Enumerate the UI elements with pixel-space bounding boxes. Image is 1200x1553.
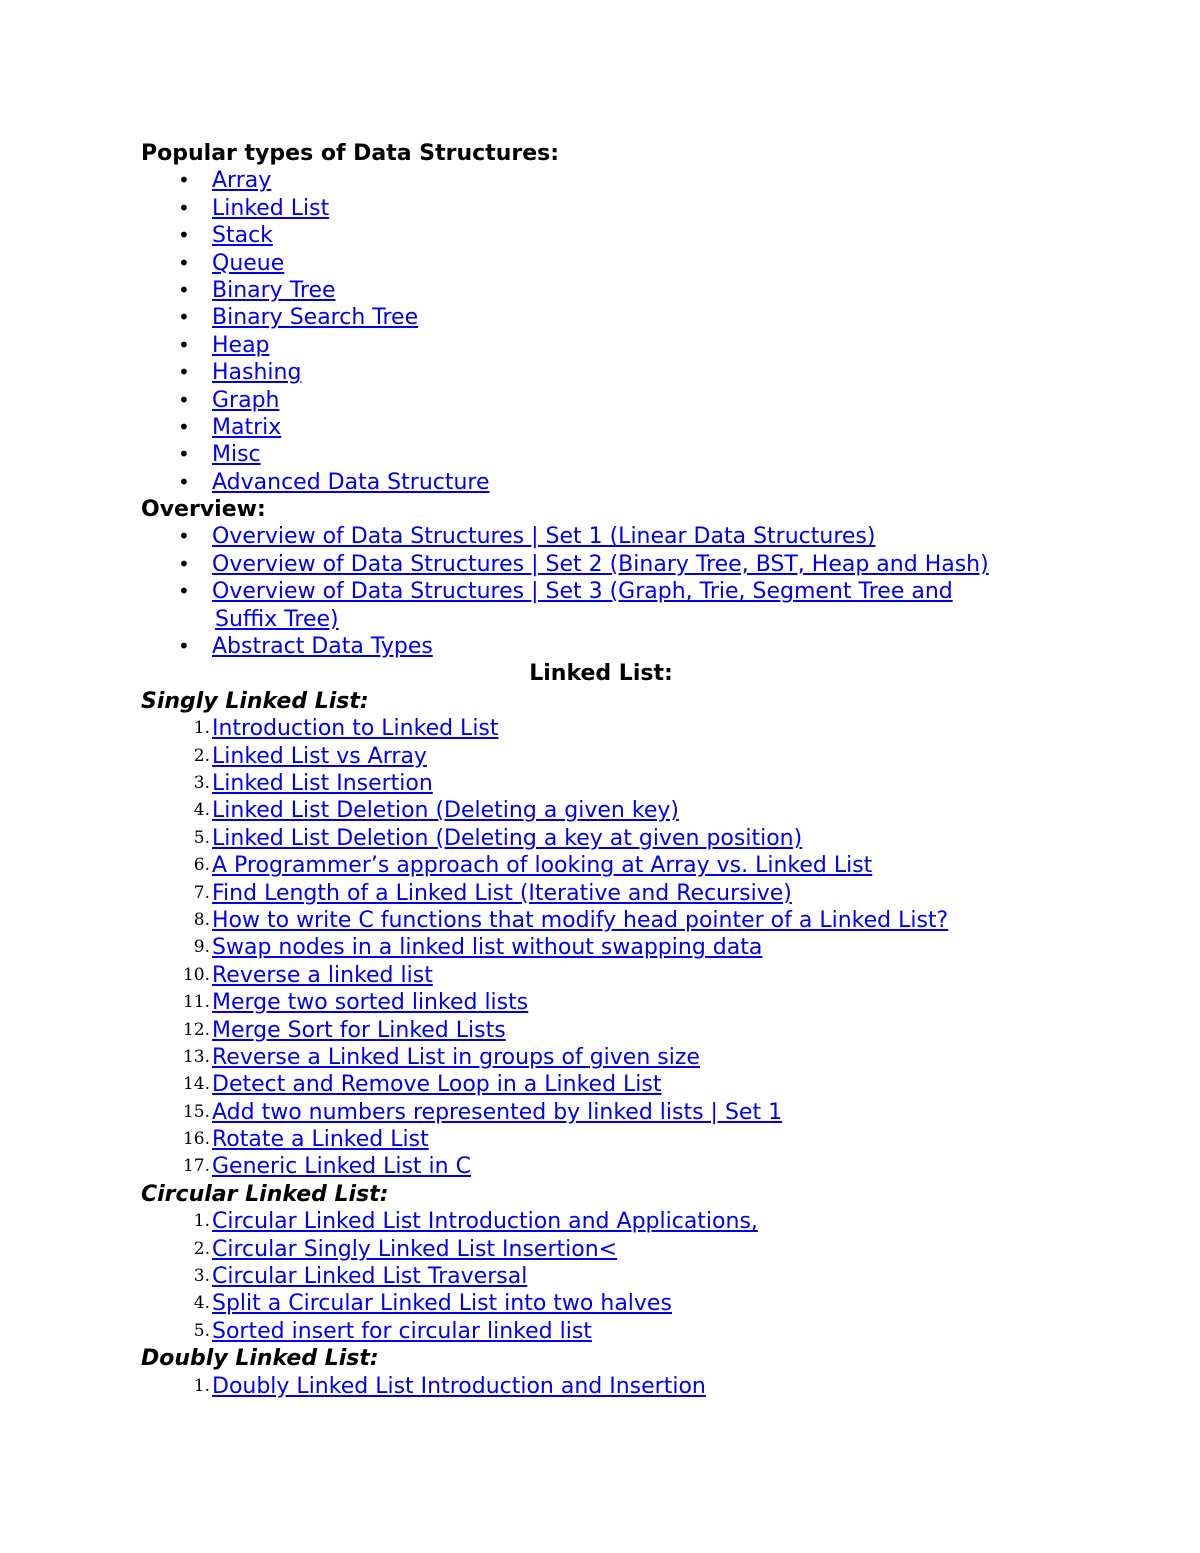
- list-item: [141, 633, 1061, 660]
- bullet-marker: •: [178, 634, 190, 659]
- topic-link[interactable]: Rotate a Linked List: [212, 1127, 429, 1153]
- list-item: [141, 852, 1061, 879]
- topic-link[interactable]: Circular Singly Linked List Insertion<: [212, 1236, 618, 1262]
- topic-link[interactable]: Reverse a Linked List in groups of given size: [212, 1044, 700, 1070]
- bullet-marker: •: [178, 442, 190, 467]
- list-item: [141, 277, 1061, 304]
- circular-list: [141, 1208, 1061, 1345]
- list-item: [141, 551, 1061, 578]
- list-item: [141, 1071, 1061, 1098]
- list-item: [141, 167, 1061, 194]
- topic-link[interactable]: Binary Search Tree: [212, 305, 419, 331]
- overview-link[interactable]: Suffix Tree): [215, 606, 339, 632]
- topic-link[interactable]: Linked List Insertion: [212, 770, 433, 796]
- list-item: [141, 880, 1061, 907]
- bullet-marker: •: [178, 414, 190, 439]
- bullet-marker: •: [178, 387, 190, 412]
- topic-link[interactable]: Merge Sort for Linked Lists: [212, 1017, 506, 1043]
- list-number: 2.: [193, 745, 210, 766]
- list-item: [141, 770, 1061, 797]
- topic-link[interactable]: Generic Linked List in C: [212, 1154, 471, 1180]
- list-number: 2.: [193, 1238, 210, 1259]
- topic-link[interactable]: Linked List vs Array: [212, 743, 427, 769]
- list-item: [141, 1236, 1061, 1263]
- list-item: [141, 1290, 1061, 1317]
- list-number: 5.: [193, 827, 210, 848]
- bullet-marker: •: [178, 305, 190, 330]
- doubly-heading: Doubly Linked List:: [141, 1346, 379, 1372]
- list-item: [141, 934, 1061, 961]
- list-number: 12.: [182, 1019, 210, 1040]
- bullet-marker: •: [178, 524, 190, 549]
- list-number: 4.: [193, 1293, 210, 1314]
- list-item-continuation: [141, 606, 1061, 633]
- topic-link[interactable]: Linked List Deletion (Deleting a key at given position): [212, 825, 803, 851]
- singly-list: [141, 715, 1061, 1181]
- list-number: 8.: [193, 909, 210, 930]
- doubly-list: [141, 1373, 1061, 1400]
- list-item: [141, 332, 1061, 359]
- list-number: 1.: [193, 718, 210, 739]
- document-page: [141, 140, 1061, 1400]
- topic-link[interactable]: Misc: [212, 442, 261, 468]
- topic-link[interactable]: Binary Tree: [212, 277, 336, 303]
- list-item: [141, 1318, 1061, 1345]
- list-item: [141, 907, 1061, 934]
- topic-link[interactable]: Queue: [212, 250, 285, 276]
- list-item: [141, 1153, 1061, 1180]
- bullet-marker: •: [178, 579, 190, 604]
- topic-link[interactable]: Reverse a linked list: [212, 962, 433, 988]
- list-item: [141, 1017, 1061, 1044]
- list-number: 5.: [193, 1320, 210, 1341]
- circular-heading: Circular Linked List:: [141, 1181, 389, 1207]
- list-number: 3.: [193, 1266, 210, 1287]
- topic-link[interactable]: Heap: [212, 332, 270, 358]
- topic-link[interactable]: Graph: [212, 387, 280, 413]
- list-item: [141, 578, 1061, 605]
- linked-list-title: Linked List:: [529, 661, 673, 687]
- list-number: 1.: [193, 1375, 210, 1396]
- topic-link[interactable]: Matrix: [212, 414, 282, 440]
- overview-list: [141, 523, 1061, 660]
- bullet-marker: •: [178, 195, 190, 220]
- list-item: [141, 359, 1061, 386]
- list-item: [141, 1044, 1061, 1071]
- list-item: [141, 523, 1061, 550]
- list-number: 6.: [193, 855, 210, 876]
- list-number: 16.: [182, 1129, 210, 1150]
- list-number: 17.: [182, 1156, 210, 1177]
- list-item: [141, 962, 1061, 989]
- topic-link[interactable]: Linked List Deletion (Deleting a given key): [212, 798, 679, 824]
- list-item: [141, 715, 1061, 742]
- topic-link[interactable]: Split a Circular Linked List into two halves: [212, 1291, 672, 1317]
- overview-heading: Overview:: [141, 497, 266, 523]
- list-item: [141, 469, 1061, 496]
- list-item: [141, 1099, 1061, 1126]
- list-number: 9.: [193, 937, 210, 958]
- list-number: 14.: [182, 1074, 210, 1095]
- list-number: 3.: [193, 772, 210, 793]
- popular-list: [141, 167, 1061, 496]
- list-item: [141, 250, 1061, 277]
- list-item: [141, 195, 1061, 222]
- list-number: 10.: [182, 964, 210, 985]
- topic-link[interactable]: Swap nodes in a linked list without swapping data: [212, 935, 763, 961]
- topic-link[interactable]: Stack: [212, 223, 273, 249]
- topic-link[interactable]: Detect and Remove Loop in a Linked List: [212, 1072, 662, 1098]
- list-item: [141, 441, 1061, 468]
- topic-link[interactable]: Circular Linked List Traversal: [212, 1264, 528, 1290]
- overview-link[interactable]: Overview of Data Structures | Set 1 (Linear Data Structures): [212, 524, 876, 550]
- topic-link[interactable]: Array: [212, 168, 272, 194]
- topic-link[interactable]: A Programmer’s approach of looking at Array vs. Linked List: [212, 853, 873, 879]
- overview-link[interactable]: Overview of Data Structures | Set 3 (Graph, Trie, Segment Tree and: [212, 579, 953, 605]
- list-item: [141, 797, 1061, 824]
- overview-link[interactable]: Abstract Data Types: [212, 634, 433, 660]
- list-item: [141, 222, 1061, 249]
- list-item: [141, 1373, 1061, 1400]
- bullet-marker: •: [178, 250, 190, 275]
- list-number: 15.: [182, 1101, 210, 1122]
- list-item: [141, 1208, 1061, 1235]
- list-item: [141, 989, 1061, 1016]
- list-number: 4.: [193, 800, 210, 821]
- singly-heading: Singly Linked List:: [141, 688, 369, 714]
- topic-link[interactable]: Advanced Data Structure: [212, 469, 490, 495]
- bullet-marker: •: [178, 332, 190, 357]
- topic-link[interactable]: Sorted insert for circular linked list: [212, 1318, 592, 1344]
- topic-link[interactable]: Circular Linked List Introduction and Applications,: [212, 1209, 758, 1235]
- bullet-marker: •: [178, 277, 190, 302]
- list-number: 7.: [193, 882, 210, 903]
- topic-link[interactable]: How to write C functions that modify head pointer of a Linked List?: [212, 907, 949, 933]
- bullet-marker: •: [178, 223, 190, 248]
- list-item: [141, 414, 1061, 441]
- bullet-marker: •: [178, 551, 190, 576]
- overview-link[interactable]: Overview of Data Structures | Set 2 (Binary Tree, BST, Heap and Hash): [212, 551, 989, 577]
- list-item: [141, 1263, 1061, 1290]
- list-item: [141, 743, 1061, 770]
- list-item: [141, 387, 1061, 414]
- list-item: [141, 1126, 1061, 1153]
- topic-link[interactable]: Introduction to Linked List: [212, 716, 499, 742]
- list-item: [141, 825, 1061, 852]
- bullet-marker: •: [178, 469, 190, 494]
- list-number: 1.: [193, 1211, 210, 1232]
- list-number: 13.: [182, 1046, 210, 1067]
- topic-link[interactable]: Linked List: [212, 195, 330, 221]
- topic-link[interactable]: Hashing: [212, 360, 302, 386]
- bullet-marker: •: [178, 168, 190, 193]
- topic-link[interactable]: Doubly Linked List Introduction and Insertion: [212, 1373, 706, 1399]
- list-number: 11.: [182, 992, 210, 1013]
- bullet-marker: •: [178, 360, 190, 385]
- topic-link[interactable]: Add two numbers represented by linked lists | Set 1: [212, 1099, 783, 1125]
- popular-heading: Popular types of Data Structures:: [141, 141, 560, 166]
- list-item: [141, 304, 1061, 331]
- topic-link[interactable]: Find Length of a Linked List (Iterative and Recursive): [212, 880, 792, 906]
- topic-link[interactable]: Merge two sorted linked lists: [212, 990, 529, 1016]
